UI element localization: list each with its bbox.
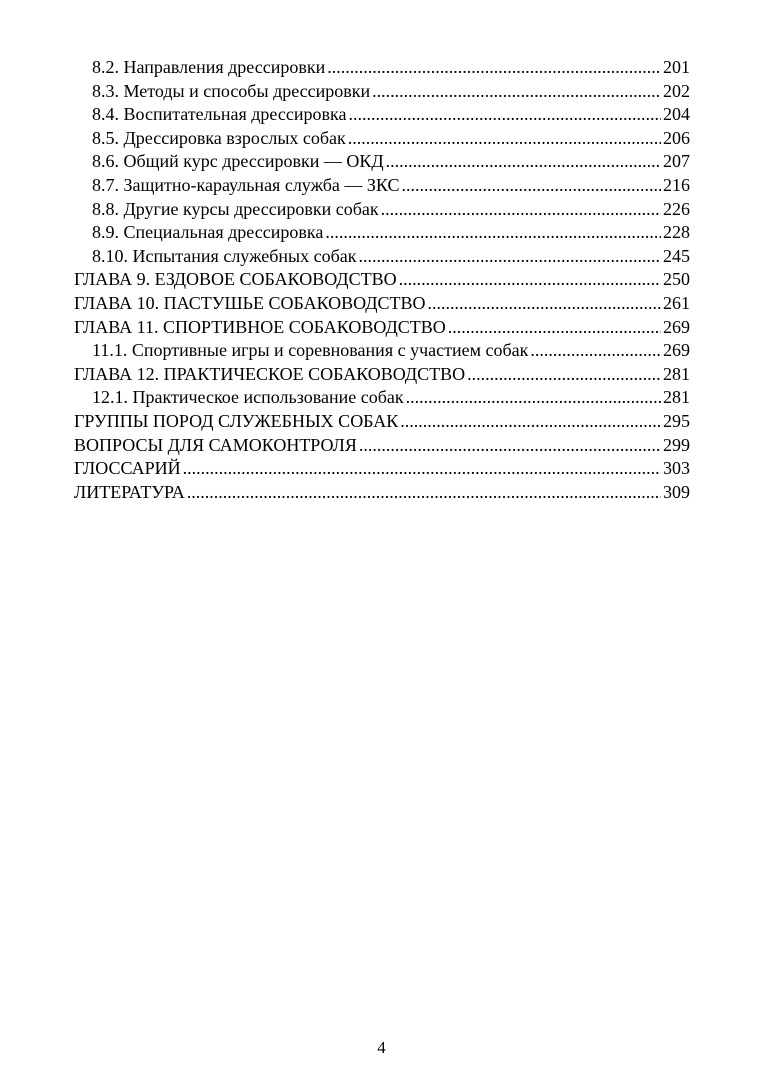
toc-entry[interactable] bbox=[74, 150, 690, 174]
toc-entry-page: 201 bbox=[663, 57, 690, 77]
toc-dot-leader bbox=[183, 457, 661, 481]
toc-entry-title: 8.5. Дрессировка взрослых собак bbox=[92, 127, 346, 148]
toc-entry-title: 8.4. Воспитательная дрессировка bbox=[92, 104, 347, 125]
toc-entry-title: ГЛАВА 12. ПРАКТИЧЕСКОЕ СОБАКОВОДСТВО bbox=[74, 363, 466, 384]
toc-entry[interactable] bbox=[74, 268, 690, 292]
toc-entry[interactable] bbox=[74, 127, 690, 151]
toc-dot-leader bbox=[406, 386, 661, 410]
toc-entry-title: ВОПРОСЫ ДЛЯ САМОКОНТРОЛЯ bbox=[74, 434, 357, 455]
toc-entry-page: 245 bbox=[663, 245, 690, 266]
toc-dot-leader bbox=[428, 292, 661, 316]
toc-entry-page: 281 bbox=[663, 387, 690, 408]
toc-dot-leader bbox=[348, 127, 661, 151]
toc-entry[interactable] bbox=[74, 221, 690, 245]
toc-dot-leader bbox=[402, 174, 662, 198]
toc-entry[interactable] bbox=[74, 481, 690, 505]
toc-entry-page: 226 bbox=[663, 198, 690, 219]
toc-entry[interactable] bbox=[74, 434, 690, 458]
toc-dot-leader bbox=[359, 434, 661, 458]
toc-entry[interactable] bbox=[74, 316, 690, 340]
toc-entry-page: 309 bbox=[663, 481, 690, 502]
toc-entry-page: 295 bbox=[663, 410, 690, 431]
toc-entry[interactable] bbox=[74, 245, 690, 269]
toc-entry-page: 269 bbox=[663, 340, 690, 361]
toc-entry-title: 8.8. Другие курсы дрессировки собак bbox=[92, 198, 379, 219]
toc-entry[interactable] bbox=[74, 103, 690, 127]
toc-entry-page: 204 bbox=[663, 104, 690, 125]
toc-entry-title: ГЛОССАРИЙ bbox=[74, 458, 181, 479]
toc-entry[interactable] bbox=[74, 363, 690, 387]
toc-entry-title: 8.7. Защитно-караульная служба — ЗКС bbox=[92, 174, 400, 195]
toc-entry-page: 202 bbox=[663, 80, 690, 101]
toc-dot-leader bbox=[325, 221, 661, 245]
toc-entry-title: 8.9. Специальная дрессировка bbox=[92, 222, 324, 243]
toc-dot-leader bbox=[381, 198, 661, 222]
toc-entry[interactable] bbox=[74, 410, 690, 434]
toc-dot-leader bbox=[448, 316, 661, 340]
toc-entry-page: 261 bbox=[663, 292, 690, 313]
toc-entry-page: 281 bbox=[663, 363, 690, 384]
table-of-contents bbox=[74, 56, 690, 504]
toc-entry-page: 299 bbox=[663, 434, 690, 455]
toc-entry-title: ГЛАВА 9. ЕЗДОВОЕ СОБАКОВОДСТВО bbox=[74, 269, 397, 290]
toc-entry-title: ГРУППЫ ПОРОД СЛУЖЕБНЫХ СОБАК bbox=[74, 410, 399, 431]
toc-entry-page: 269 bbox=[663, 316, 690, 337]
toc-entry-page: 216 bbox=[663, 174, 690, 195]
toc-dot-leader bbox=[187, 481, 661, 505]
toc-entry-page: 206 bbox=[663, 127, 690, 148]
toc-entry-title: 8.6. Общий курс дрессировки — ОКД bbox=[92, 151, 384, 172]
toc-dot-leader bbox=[530, 339, 661, 363]
toc-entry-page: 228 bbox=[663, 222, 690, 243]
toc-dot-leader bbox=[348, 103, 661, 127]
toc-entry[interactable] bbox=[74, 198, 690, 222]
toc-entry-title: 11.1. Спортивные игры и соревнования с участием собак bbox=[92, 340, 529, 361]
toc-entry-title: 8.2. Направления дрессировки bbox=[92, 57, 326, 77]
page-number: 4 bbox=[377, 1038, 386, 1057]
toc-dot-leader bbox=[399, 268, 661, 292]
toc-entry-title: 12.1. Практическое использование собак bbox=[92, 387, 404, 408]
toc-entry[interactable] bbox=[74, 80, 690, 104]
toc-dot-leader bbox=[386, 150, 661, 174]
toc-dot-leader bbox=[400, 410, 661, 434]
toc-entry-page: 303 bbox=[663, 458, 690, 479]
toc-entry[interactable] bbox=[74, 339, 690, 363]
toc-dot-leader bbox=[327, 56, 661, 80]
toc-entry[interactable] bbox=[74, 386, 690, 410]
toc-entry-page: 207 bbox=[663, 151, 690, 172]
toc-entry-title: 8.10. Испытания служебных собак bbox=[92, 245, 357, 266]
toc-dot-leader bbox=[467, 363, 661, 387]
toc-dot-leader bbox=[372, 80, 661, 104]
toc-entry-page: 250 bbox=[663, 269, 690, 290]
toc-entry[interactable] bbox=[74, 56, 690, 80]
toc-entry[interactable] bbox=[74, 174, 690, 198]
toc-entry[interactable] bbox=[74, 292, 690, 316]
toc-entry-title: ГЛАВА 11. СПОРТИВНОЕ СОБАКОВОДСТВО bbox=[74, 316, 446, 337]
toc-dot-leader bbox=[359, 245, 661, 269]
toc-entry-title: ЛИТЕРАТУРА bbox=[74, 481, 185, 502]
toc-entry-title: ГЛАВА 10. ПАСТУШЬЕ СОБАКОВОДСТВО bbox=[74, 292, 426, 313]
toc-entry[interactable] bbox=[74, 457, 690, 481]
toc-entry-title: 8.3. Методы и способы дрессировки bbox=[92, 80, 371, 101]
